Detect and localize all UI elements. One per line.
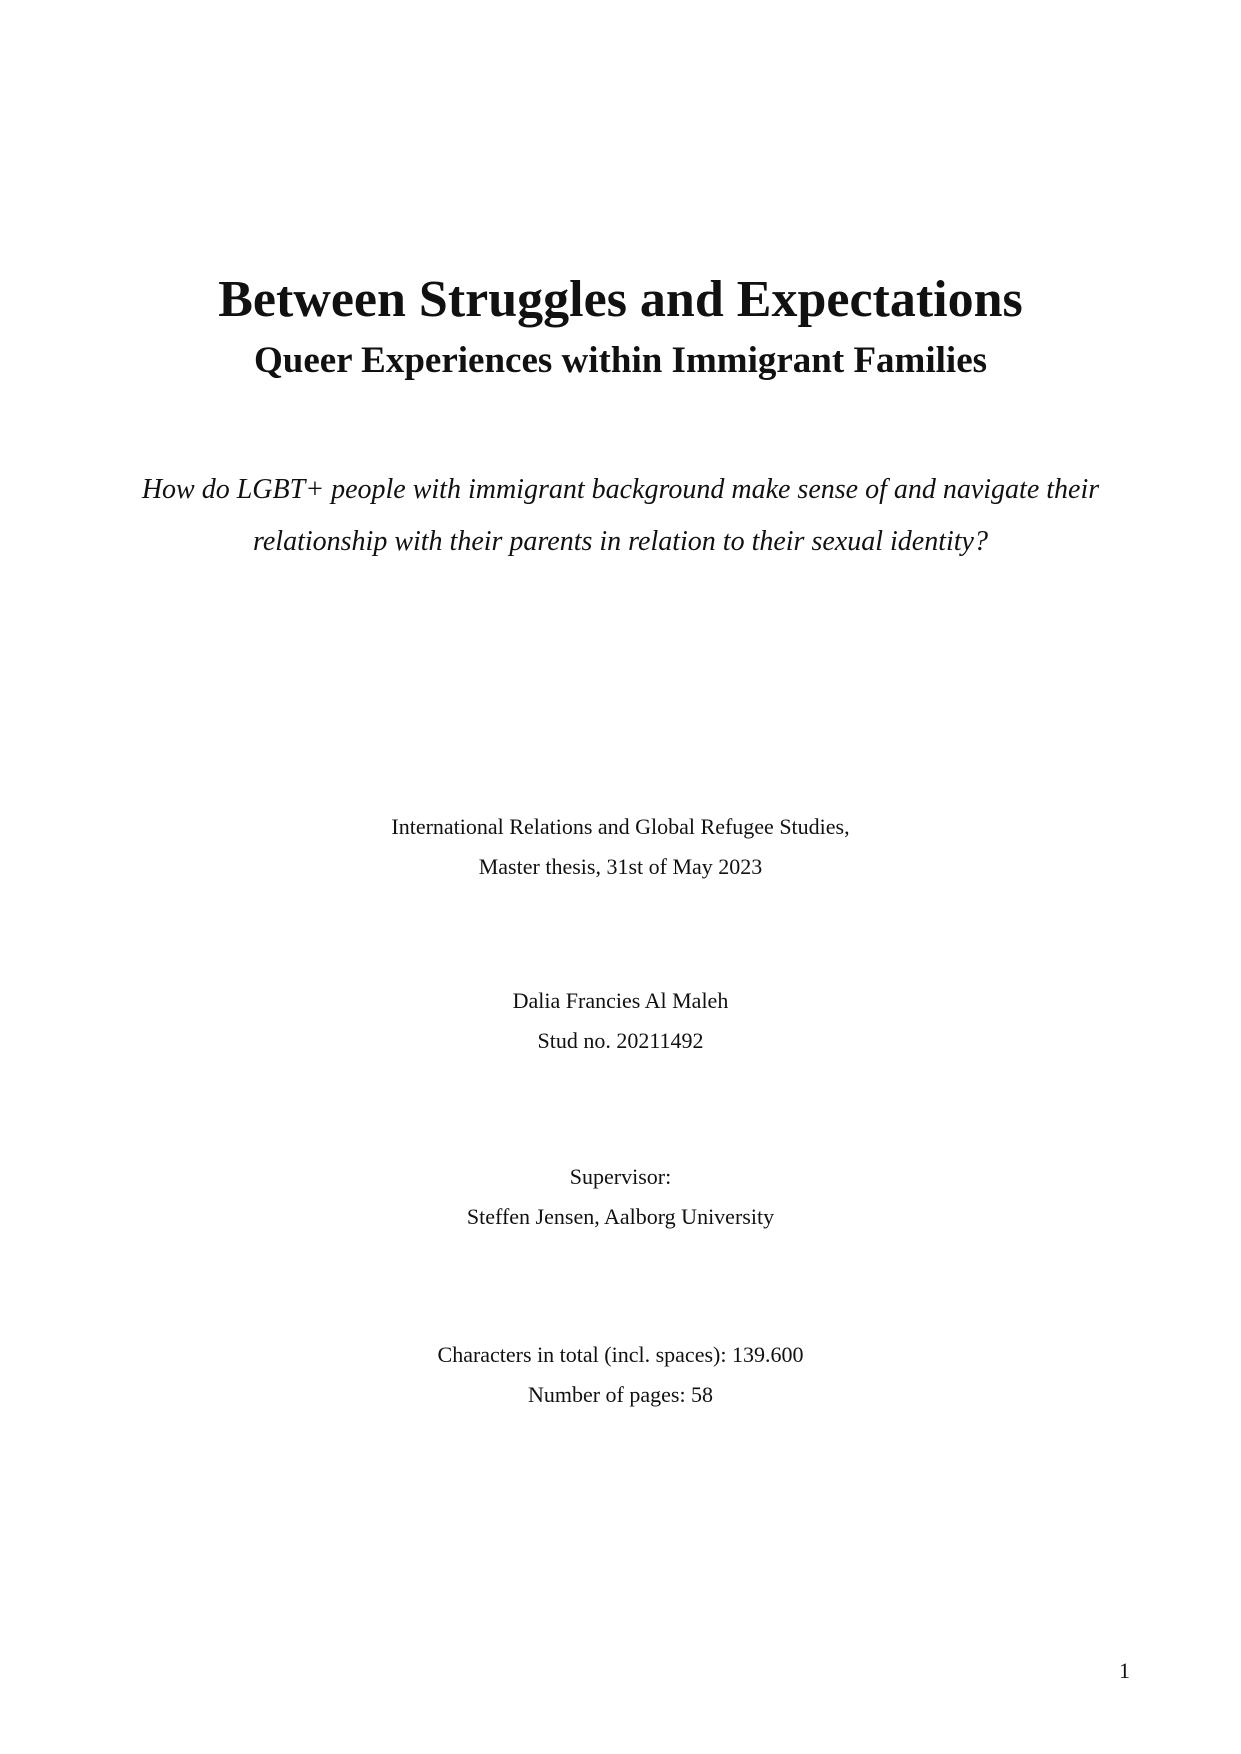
character-count: Characters in total (incl. spaces): 139.600 [437,1342,804,1367]
program-line-2: Master thesis, 31st of May 2023 [478,854,763,879]
research-question-line-2: relationship with their parents in relation to their sexual identity? [253,526,988,557]
author-name: Dalia Francies Al Maleh [512,988,729,1013]
research-question-line-1: How do LGBT+ people with immigrant background make sense of and navigate their [141,474,1100,505]
document-subtitle: Queer Experiences within Immigrant Families [253,340,988,381]
student-number: Stud no. 20211492 [537,1028,704,1053]
program-line-1: International Relations and Global Refugee Studies, [391,814,850,839]
page-count: Number of pages: 58 [527,1382,714,1407]
supervisor-name: Steffen Jensen, Aalborg University [466,1204,775,1229]
document-title: Between Struggles and Expectations [218,271,1023,328]
page-number: 1 [1119,1658,1130,1683]
supervisor-label: Supervisor: [569,1164,672,1189]
